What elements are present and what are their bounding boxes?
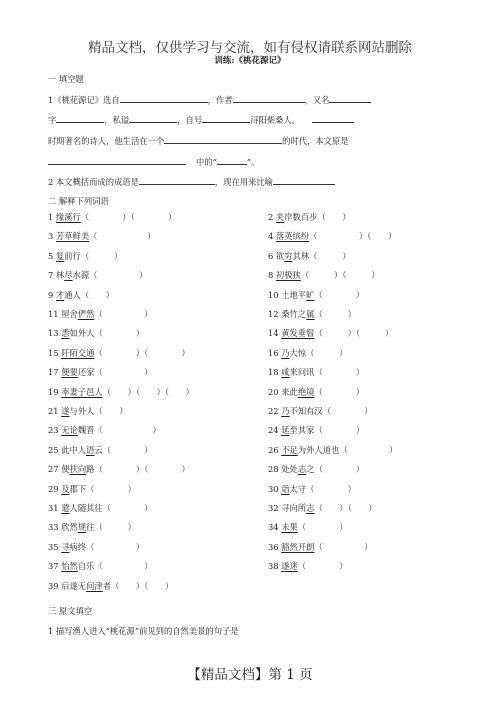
section-3-title: 三 原文填空 [48, 606, 93, 616]
vocab-prefix: 寻向所 [281, 503, 307, 513]
vocab-prefix: 后遂无 [61, 580, 87, 591]
vocab-answer-parens: （ ）（ ） [314, 503, 377, 513]
vocab-answer-parens: （ ） [314, 289, 365, 300]
vocab-number: 27 [48, 464, 62, 475]
section-3-q1: 1 描写渔人进入“桃花源”前见到的自然美景的句子是 [48, 626, 239, 636]
vocab-suffix: 不知有汉 [289, 406, 323, 416]
vocab-answer-parens: （ ） [94, 367, 153, 378]
vocab-number: 5 [48, 250, 56, 261]
vocab-suffix: 之 [306, 464, 315, 475]
vocab-term: 旷 [306, 289, 315, 300]
vocab-number: 6 [268, 250, 276, 261]
vocab-term: 咸 [281, 367, 290, 378]
blank[interactable] [202, 114, 250, 123]
vocab-answer-parens: （ ） [339, 444, 398, 455]
vocab-number: 9 [48, 289, 56, 300]
vocab-item [48, 290, 114, 301]
vocab-item [268, 406, 373, 417]
vocab-number: 11 [48, 309, 62, 319]
vocab-answer-parens: （ ） [314, 309, 356, 319]
vocab-answer-parens: （ ） [306, 347, 348, 358]
vocab-number: 21 [48, 406, 62, 416]
vocab-item [268, 212, 351, 223]
vocab-prefix: 土地平 [281, 289, 307, 300]
vocab-answer-parens: （ ）（ ） [309, 231, 397, 242]
vocab-suffix: 大惊 [289, 347, 307, 358]
vocab-answer-parens: （ ） [297, 561, 348, 572]
vocab-item [268, 542, 373, 553]
vocab-term: 志 [306, 503, 315, 513]
vocab-answer-parens: （ ） [309, 250, 351, 261]
vocab-suffix: 如外人 [69, 328, 95, 339]
vocab-item [48, 503, 153, 514]
vocab-answer-parens: （ ） [94, 309, 153, 319]
vocab-answer-parens: （ ） [314, 367, 365, 378]
vocab-answer-parens: （ ） [314, 541, 373, 552]
vocab-number: 36 [268, 541, 282, 552]
vocab-answer-parens: （ ）（ ）（ ） [102, 386, 194, 397]
vocab-prefix: 便 [61, 464, 70, 475]
vocab-answer-parens: （ ） [102, 444, 153, 455]
vocab-number: 12 [268, 309, 282, 319]
q1-line-4: 中的“ ”。 [48, 156, 259, 168]
vocab-suffix: 还家 [77, 367, 95, 378]
vocab-term: 豁然开朗 [281, 541, 315, 552]
vocab-suffix: 为外人道也 [297, 444, 340, 455]
vocab-answer-parens: （ ） [94, 522, 136, 533]
vocab-item [268, 484, 356, 495]
vocab-number: 23 [48, 425, 62, 436]
blank[interactable] [139, 176, 215, 185]
vocab-number: 30 [268, 483, 282, 494]
vocab-term: 夹 [275, 212, 285, 222]
vocab-suffix: 病终 [69, 541, 87, 552]
vocab-term: 乃 [281, 406, 290, 416]
vocab-answer-parens: （ ） [94, 328, 145, 339]
vocab-item [268, 290, 364, 301]
vocab-item [48, 581, 173, 592]
vocab-term: 才 [55, 289, 65, 300]
vocab-term: 悉 [61, 328, 70, 339]
vocab-answer-parens: （ ）（ ） [111, 580, 174, 591]
vocab-item [48, 328, 144, 339]
vocab-number: 8 [268, 270, 276, 281]
vocab-suffix: 岸数百步 [284, 212, 318, 222]
vocab-answer-parens: （ ） [89, 270, 148, 281]
vocab-number: 13 [48, 328, 62, 339]
vocab-item [268, 309, 356, 320]
vocab-term: 遂迷 [281, 561, 298, 572]
vocab-term: 怡然 [61, 561, 78, 572]
vocab-number: 22 [268, 406, 282, 416]
blank[interactable] [48, 156, 186, 165]
vocab-item [268, 328, 393, 339]
vocab-term: 便要 [61, 367, 78, 378]
vocab-term: 率妻子邑人 [61, 386, 103, 397]
vocab-suffix: 前行 [64, 250, 81, 261]
q1-line-2: 字 ，私谥 ，自号 浔阳柴桑人， [48, 114, 354, 126]
vocab-term: 乃 [281, 347, 290, 358]
page-footer: 【精品文档】第 1 页 [187, 667, 313, 683]
vocab-item [48, 309, 153, 320]
vocab-answer-parens: （ ） [80, 289, 115, 300]
vocab-term: 穷 [284, 250, 293, 261]
vocab-number: 17 [48, 367, 62, 378]
vocab-term: 俨然 [77, 309, 95, 319]
vocab-answer-parens: （ ）（ ） [300, 270, 380, 281]
vocab-number: 7 [48, 270, 56, 281]
vocab-term: 不足 [281, 444, 298, 455]
q1-line-3: 时期著名的诗人，他生活在一个 的时代，本文原是 [48, 136, 349, 146]
vocab-answer-parens: （ ） [297, 522, 348, 533]
vocab-term: 尽 [64, 270, 73, 281]
vocab-item [268, 464, 364, 475]
blank[interactable] [56, 114, 104, 123]
vocab-term: 及 [61, 483, 70, 494]
vocab-term: 落英缤纷 [275, 231, 310, 242]
blank[interactable] [273, 176, 335, 185]
vocab-number: 28 [268, 464, 282, 475]
vocab-term: 问津 [86, 580, 103, 591]
vocab-suffix: 自乐 [77, 561, 95, 572]
vocab-number: 38 [268, 561, 282, 572]
vocab-answer-parens: （ ） [322, 406, 373, 416]
vocab-item [48, 445, 153, 456]
vocab-term: 黄发垂髫 [281, 328, 315, 339]
vocab-number: 4 [268, 231, 276, 242]
section-1-title: 一 填空题 [48, 74, 84, 84]
vocab-item [48, 231, 156, 242]
vocab-answer-parens: （ ） [306, 483, 356, 494]
vocab-number: 34 [268, 522, 282, 533]
vocab-answer-parens: （ ） [314, 425, 365, 436]
vocab-number: 32 [268, 503, 282, 513]
vocab-suffix: 来问讯 [289, 367, 315, 378]
vocab-term: 志 [297, 464, 307, 475]
vocab-answer-parens: （ ） [80, 250, 123, 261]
vocab-number: 31 [48, 503, 62, 513]
vocab-prefix: 来此 [281, 386, 298, 397]
vocab-answer-parens: （ ） [102, 503, 153, 513]
vocab-term: 诣 [281, 483, 290, 494]
vocab-suffix: 云 [94, 444, 103, 455]
vocab-number: 15 [48, 347, 62, 358]
vocab-number: 26 [268, 444, 282, 455]
vocab-number: 24 [268, 425, 282, 436]
q1-line-1: 1《桃花源记》选自 ，作者 ，又名 [48, 94, 371, 106]
vocab-item [48, 522, 136, 533]
vocab-item [268, 348, 348, 359]
vocab-item [268, 231, 396, 242]
vocab-item [48, 542, 144, 553]
vocab-suffix: 者 [102, 580, 112, 591]
vocab-answer-parens: （ ）（ ） [314, 328, 394, 339]
vocab-answer-parens: （ ）（ ） [94, 347, 190, 358]
vocab-term: 无论 [61, 425, 78, 436]
vocab-term: 芳草鲜美 [55, 231, 90, 242]
blank[interactable] [120, 94, 208, 103]
vocab-suffix: 其林 [292, 250, 310, 261]
vocab-term: 缘溪行 [55, 212, 81, 222]
vocab-item [268, 522, 348, 533]
blank[interactable] [217, 156, 247, 165]
vocab-item [48, 464, 190, 475]
vocab-item [48, 425, 161, 436]
vocab-suffix: 与外人 [69, 406, 95, 416]
vocab-number: 16 [268, 347, 282, 358]
vocab-prefix: 处处 [281, 464, 298, 475]
vocab-suffix: 往 [86, 522, 95, 533]
vocab-prefix: 林 [55, 270, 65, 281]
vocab-item [268, 503, 377, 514]
vocab-prefix: 欲 [275, 250, 285, 261]
vocab-answer-parens: （ ） [94, 561, 153, 572]
blank[interactable] [233, 94, 305, 103]
vocab-number: 25 [48, 444, 62, 455]
vocab-item [268, 251, 351, 262]
vocab-answer-parens: （ ）（ ） [80, 212, 177, 222]
vocab-item [268, 561, 348, 572]
vocab-term: 延 [281, 425, 290, 436]
exercise-title: 训练:《桃花源记》 [214, 56, 286, 66]
vocab-number: 14 [268, 328, 282, 339]
vocab-term: 遣 [61, 503, 70, 513]
vocab-answer-parens: （ ） [314, 464, 365, 475]
vocab-term: 遂 [61, 406, 70, 416]
vocab-term: 寻 [61, 541, 70, 552]
vocab-prefix: 此中人 [61, 444, 87, 455]
vocab-item [48, 270, 147, 281]
vocab-number: 19 [48, 386, 62, 397]
section-2-title: 二 解释下列词语 [48, 196, 109, 206]
vocab-item [48, 348, 190, 359]
vocab-item [48, 387, 194, 398]
vocab-item [48, 484, 136, 495]
vocab-number: 2 [268, 212, 276, 222]
vocab-suffix: 水源 [72, 270, 90, 281]
vocab-suffix: 路 [86, 464, 95, 475]
vocab-prefix: 屋舍 [61, 309, 78, 319]
vocab-suffix: 通人 [64, 289, 81, 300]
vocab-answer-parens: （ ） [89, 231, 156, 242]
vocab-number: 18 [268, 367, 282, 378]
blank[interactable] [312, 114, 354, 123]
vocab-number: 33 [48, 522, 62, 533]
vocab-item [268, 445, 397, 456]
q2-line: 2 本文概括而成的成语是 ，现在用来比喻 [48, 176, 335, 188]
vocab-answer-parens: （ ） [317, 212, 351, 222]
vocab-item [48, 212, 176, 223]
vocab-item [268, 367, 364, 378]
vocab-term: 初极狭 [275, 270, 301, 281]
vocab-answer-parens: （ ） [314, 386, 365, 397]
vocab-suffix: 太守 [289, 483, 307, 494]
vocab-item [48, 251, 122, 262]
vocab-item [48, 561, 153, 572]
vocab-answer-parens: （ ） [86, 483, 136, 494]
vocab-term: 未果 [281, 522, 298, 533]
vocab-prefix: 欣然 [61, 522, 78, 533]
vocab-suffix: 人随其往 [69, 503, 103, 513]
vocab-item [48, 406, 128, 417]
vocab-number: 35 [48, 541, 62, 552]
vocab-suffix: 郡下 [69, 483, 87, 494]
vocab-item [268, 270, 380, 281]
vocab-term: 阡陌交通 [61, 347, 95, 358]
vocab-term: 语 [86, 444, 95, 455]
vocab-term: 复 [55, 250, 65, 261]
vocab-number: 37 [48, 561, 62, 572]
blank[interactable] [129, 114, 177, 123]
vocab-number: 1 [48, 212, 56, 222]
vocab-term: 规 [77, 522, 87, 533]
vocab-suffix: 魏晋 [77, 425, 95, 436]
blank[interactable] [329, 94, 371, 103]
vocab-answer-parens: （ ） [94, 425, 161, 436]
vocab-answer-parens: （ ） [86, 541, 145, 552]
vocab-suffix: 至其家 [289, 425, 315, 436]
vocab-item [268, 425, 364, 436]
vocab-number: 10 [268, 289, 282, 300]
vocab-term: 属 [306, 309, 315, 319]
vocab-number: 39 [48, 580, 62, 591]
vocab-term: 绝境 [297, 386, 315, 397]
vocab-number: 29 [48, 483, 62, 494]
page-header: 精品文档，仅供学习与交流，如有侵权请联系网站删除 [88, 40, 412, 56]
vocab-number: 20 [268, 386, 282, 397]
vocab-prefix: 桑竹之 [281, 309, 307, 319]
vocab-item [48, 367, 153, 378]
vocab-answer-parens: （ ）（ ） [94, 464, 190, 475]
vocab-term: 扶向 [69, 464, 87, 475]
blank[interactable] [164, 135, 282, 144]
vocab-number: 3 [48, 231, 56, 242]
vocab-item [268, 387, 364, 398]
vocab-answer-parens: （ ） [94, 406, 128, 416]
